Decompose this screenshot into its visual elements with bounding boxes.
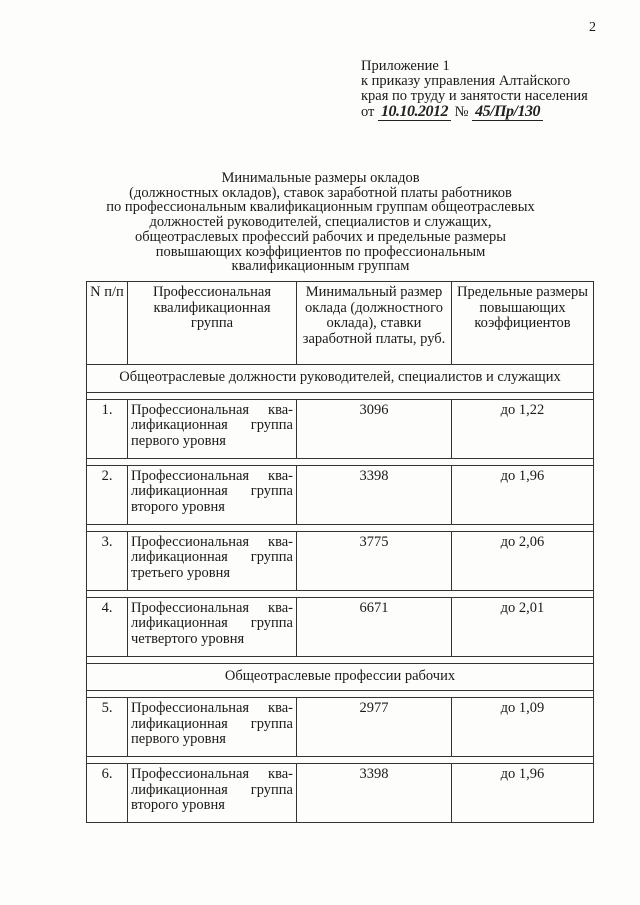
salary-value: 3775 (297, 531, 452, 590)
from-label: от (361, 104, 375, 120)
coefficient-value: до 2,06 (452, 531, 594, 590)
coefficient-value: до 1,22 (452, 399, 594, 458)
title-line: квалификационным группам (231, 258, 410, 275)
title-line: общеотраслевых профессий рабочих и предельные размеры (134, 228, 507, 245)
row-spacer (87, 656, 594, 663)
row-spacer (87, 524, 594, 531)
order-number: 45/Пр/130 (472, 103, 543, 121)
header-group: Профессиональная квалификационная группа (128, 282, 297, 365)
page-number: 2 (589, 20, 596, 35)
row-number: 4. (87, 597, 128, 656)
appendix-line-2: к приказу управления Алтайского (361, 73, 571, 89)
appendix-order-line (361, 104, 588, 120)
salary-value: 2977 (297, 698, 452, 757)
row-spacer (87, 590, 594, 597)
number-label: № (454, 104, 469, 120)
header-number: N п/п (87, 282, 128, 365)
coefficient-value: до 1,96 (452, 764, 594, 823)
coefficient-value: до 2,01 (452, 597, 594, 656)
section-row (87, 663, 594, 691)
section-row (87, 365, 594, 393)
section-heading-managers: Общеотраслевые должности руководителей, специалистов и служащих (87, 365, 594, 393)
header-salary: Минимальный размер оклада (должностного оклада), ставки заработной платы, руб. (297, 282, 452, 365)
coefficient-value: до 1,09 (452, 698, 594, 757)
order-date: 10.10.2012 (378, 103, 451, 121)
salary-value: 3398 (297, 465, 452, 524)
salary-table (86, 281, 594, 823)
group-name: Профессиональная ква- лификационная группа второго уровня (128, 465, 297, 524)
group-name: Профессиональная ква- лификационная группа третьего уровня (128, 531, 297, 590)
row-spacer (87, 392, 594, 399)
title-line: должностей руководителей, специалистов и служащих, (149, 214, 492, 231)
group-name: Профессиональная ква- лификационная группа первого уровня (128, 399, 297, 458)
table-row (87, 698, 594, 757)
title-line: по профессиональным квалификационным группам общеотраслевых (106, 199, 535, 216)
row-number: 6. (87, 764, 128, 823)
salary-value: 6671 (297, 597, 452, 656)
appendix-line-3: края по труду и занятости населения (361, 88, 588, 104)
group-name: Профессиональная ква- лификационная группа четвертого уровня (128, 597, 297, 656)
section-heading-workers: Общеотраслевые профессии рабочих (87, 663, 594, 691)
row-number: 1. (87, 399, 128, 458)
table-row (87, 531, 594, 590)
table-row (87, 399, 594, 458)
appendix-title: Приложение 1 (361, 58, 450, 74)
row-number: 5. (87, 698, 128, 757)
row-spacer (87, 691, 594, 698)
group-name: Профессиональная ква- лификационная группа первого уровня (128, 698, 297, 757)
title-line: повышающих коэффициентов по профессиональным (155, 243, 486, 260)
table-header-row (87, 282, 594, 365)
appendix-header (361, 59, 588, 120)
salary-value: 3398 (297, 764, 452, 823)
row-spacer (87, 757, 594, 764)
row-spacer (87, 458, 594, 465)
title-line: (должностных окладов), ставок заработной платы работников (129, 184, 512, 201)
table-row (87, 597, 594, 656)
coefficient-value: до 1,96 (452, 465, 594, 524)
table-row (87, 465, 594, 524)
row-number: 2. (87, 465, 128, 524)
row-number: 3. (87, 531, 128, 590)
group-name: Профессиональная ква- лификационная группа второго уровня (128, 764, 297, 823)
table-row (87, 764, 594, 823)
salary-value: 3096 (297, 399, 452, 458)
document-title (88, 171, 553, 274)
title-line: Минимальные размеры окладов (221, 170, 420, 186)
header-coefficient: Предельные размеры повышающих коэффициентов (452, 282, 594, 365)
